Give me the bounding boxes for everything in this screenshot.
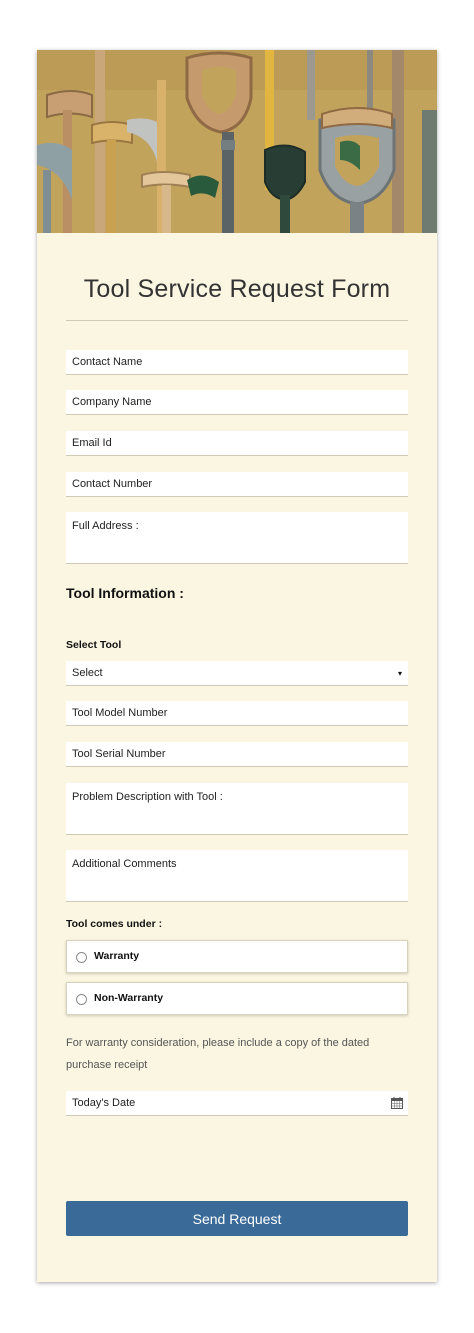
title-divider [66, 320, 408, 321]
tool-model-number-input[interactable]: Tool Model Number [66, 701, 408, 726]
contact-number-input[interactable]: Contact Number [66, 472, 408, 497]
tool-serial-number-input[interactable]: Tool Serial Number [66, 742, 408, 767]
email-input[interactable]: Email Id [66, 431, 408, 456]
radio-label-non-warranty: Non-Warranty [94, 992, 164, 1004]
form-title: Tool Service Request Form [83, 275, 391, 303]
todays-date-placeholder: Today's Date [72, 1097, 136, 1109]
select-tool-label: Select Tool [66, 639, 122, 651]
radio-option-warranty[interactable] [66, 940, 408, 973]
calendar-icon[interactable] [391, 1097, 403, 1109]
problem-description-textarea[interactable]: Problem Description with Tool : [66, 783, 408, 835]
radio-button-icon[interactable] [76, 952, 87, 963]
contact-name-input[interactable]: Contact Name [66, 350, 408, 375]
select-tool-value: Select [72, 667, 103, 679]
company-name-input[interactable]: Company Name [66, 390, 408, 415]
tool-information-heading: Tool Information : [66, 585, 184, 601]
form-card [37, 50, 437, 1282]
warranty-note: For warranty consideration, please include a copy of the dated purchase receipt [66, 1037, 370, 1071]
radio-label-warranty: Warranty [94, 950, 140, 962]
warranty-label: Tool comes under : [66, 918, 163, 930]
chevron-down-icon: ▾ [397, 669, 402, 678]
additional-comments-textarea[interactable]: Additional Comments [66, 850, 408, 902]
todays-date-input[interactable] [66, 1091, 408, 1116]
radio-button-icon[interactable] [76, 994, 87, 1005]
hero-image-tools [37, 50, 437, 233]
full-address-textarea[interactable]: Full Address : [66, 512, 408, 564]
select-tool-dropdown[interactable] [66, 661, 408, 686]
send-request-button[interactable]: Send Request [66, 1201, 408, 1236]
radio-option-non-warranty[interactable] [66, 982, 408, 1015]
